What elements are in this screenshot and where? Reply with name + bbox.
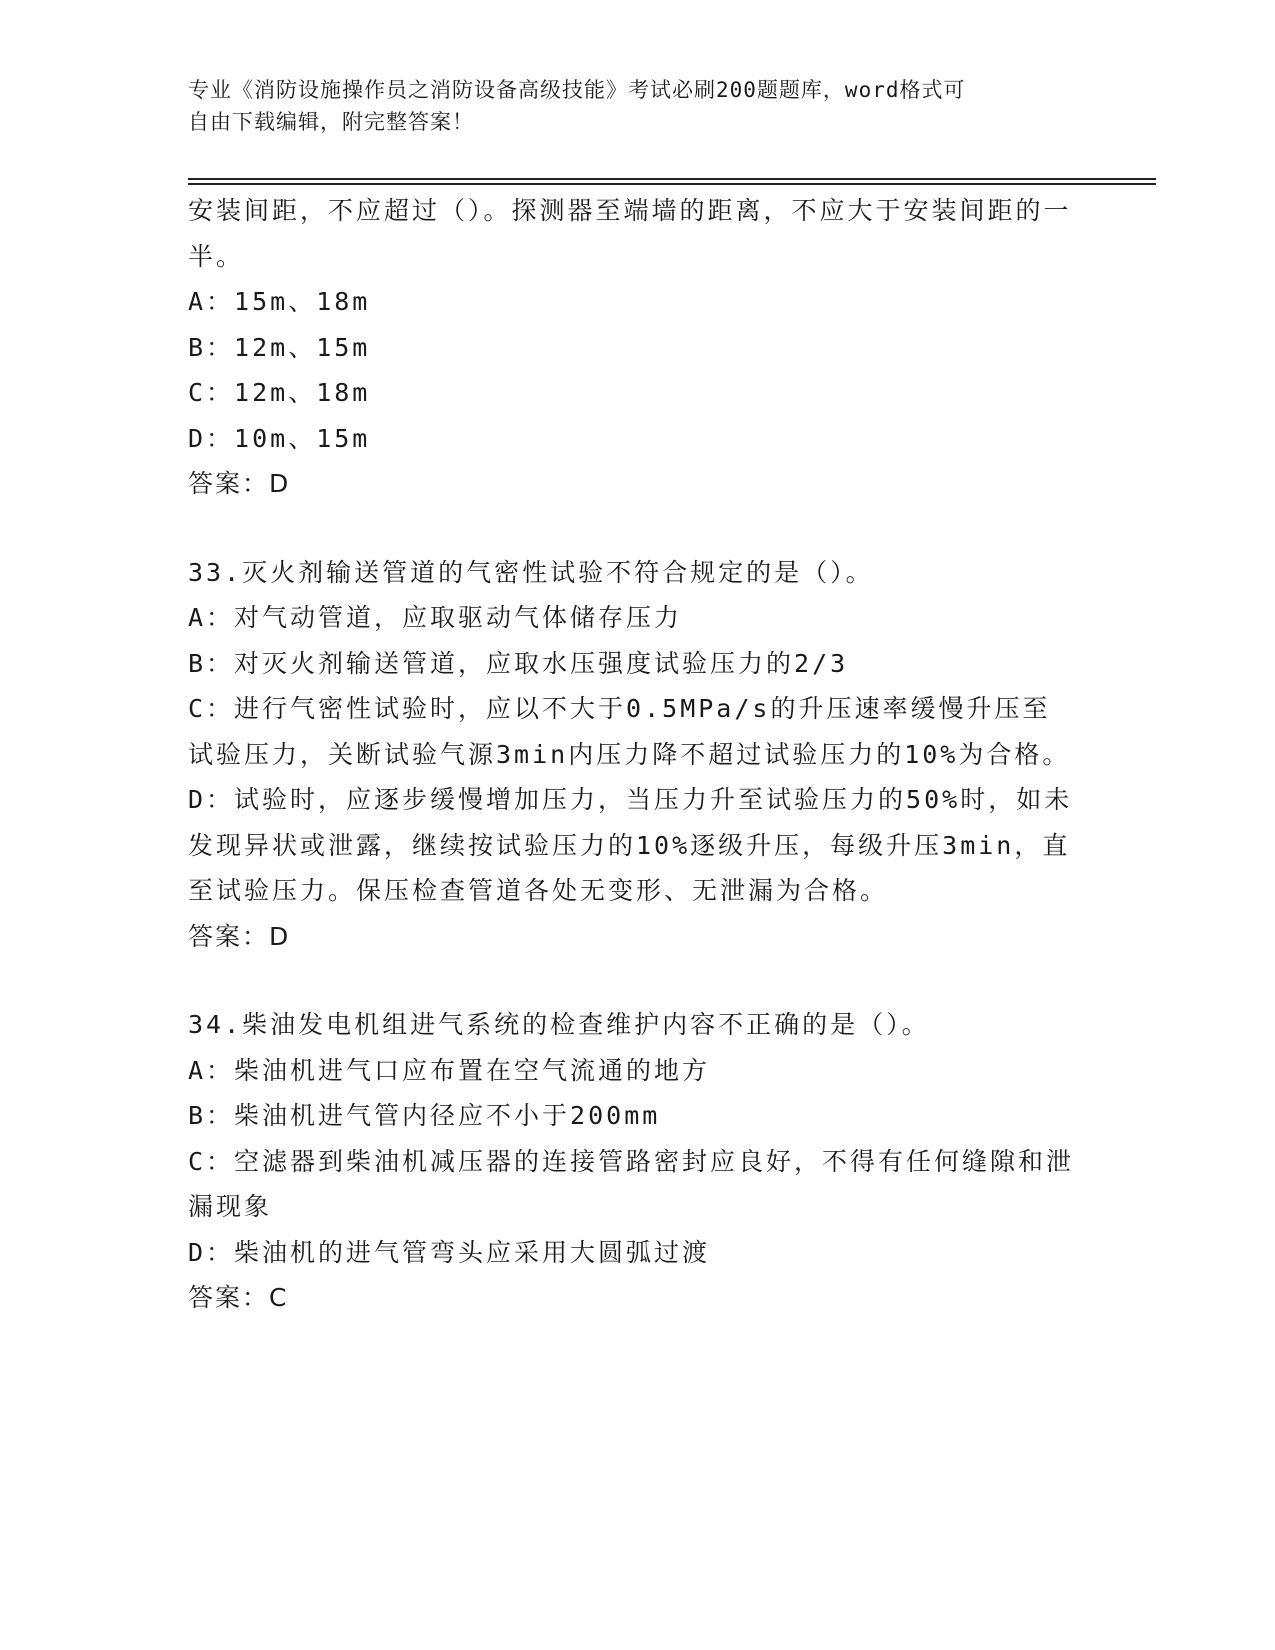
header-divider-top	[188, 178, 1156, 180]
option-a: A：柴油机进气口应布置在空气流通的地方	[188, 1055, 711, 1085]
header-divider-bottom	[188, 183, 1156, 185]
answer-label: 答案：D	[188, 921, 291, 951]
document-header	[188, 74, 1078, 138]
question-33	[188, 550, 1078, 960]
option-b: B：12m、15m	[188, 332, 371, 362]
option-a: A：对气动管道，应取驱动气体储存压力	[188, 603, 683, 632]
option-c: C：空滤器到柴油机减压器的连接管路密封应良好，不得有任何缝隙和泄漏现象	[188, 1146, 1075, 1221]
question-stem: 安装间距，不应超过（）。探测器至端墙的距离，不应大于安装间距的一半。	[188, 196, 1072, 271]
option-b: B：柴油机进气管内径应不小于200mm	[188, 1101, 661, 1130]
question-stem: 33.灭火剂输送管道的气密性试验不符合规定的是（）。	[188, 557, 874, 587]
option-d: D：柴油机的进气管弯头应采用大圆弧过渡	[188, 1237, 711, 1267]
question-stem: 34.柴油发电机组进气系统的检查维护内容不正确的是（）。	[188, 1010, 930, 1039]
question-34	[188, 1002, 1078, 1321]
header-title-line-2: 自由下载编辑，附完整答案！	[188, 110, 474, 134]
answer-label: 答案：D	[188, 469, 291, 498]
option-c: C：12m、18m	[188, 378, 371, 407]
option-d: D：试验时，应逐步缓慢增加压力，当压力升至试验压力的50%时，如未发现异状或泄露，继续按试验压力的10%逐级升压，每级升压3min，直至试验压力。保压检查管道各处无变形、无泄漏为合格。	[188, 785, 1073, 905]
header-title-line-1: 专业《消防设施操作员之消防设备高级技能》考试必刷200题题库，word格式可	[188, 78, 966, 102]
option-b: B：对灭火剂输送管道，应取水压强度试验压力的2/3	[188, 648, 849, 678]
question-spacer	[188, 507, 1078, 550]
answer-label: 答案：C	[188, 1283, 289, 1312]
question-list	[188, 188, 1078, 1321]
option-c: C：进行气密性试验时，应以不大于0.5MPa/s的升压速率缓慢升压至试验压力，关断试验气源3min内压力降不超过试验压力的10%为合格。	[188, 694, 1071, 769]
question-spacer	[188, 959, 1078, 1002]
option-d: D：10m、15m	[188, 423, 371, 453]
option-a: A：15m、18m	[188, 287, 371, 316]
question-32	[188, 188, 1078, 507]
